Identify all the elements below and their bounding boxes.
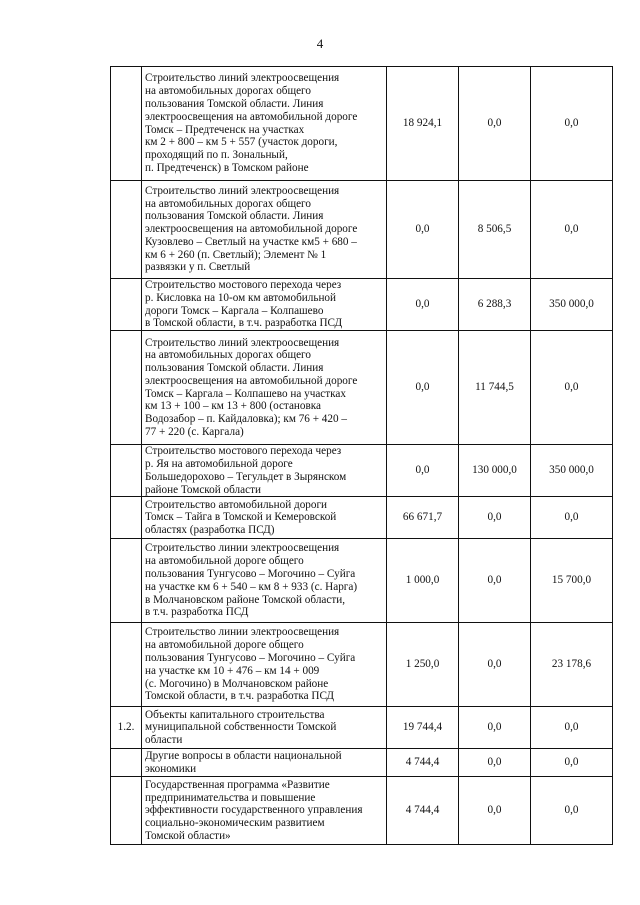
item-name-line: Другие вопросы в области национальной (145, 750, 342, 763)
item-name (142, 707, 387, 749)
item-name-line: электроосвещения на автомобильной дороге (145, 110, 358, 123)
amount-3: 15 700,0 (531, 539, 613, 623)
amount-3: 350 000,0 (531, 445, 613, 497)
amount-2: 0,0 (459, 67, 531, 181)
item-name-line: 77 + 220 (с. Каргала) (145, 426, 244, 439)
table-row (111, 623, 613, 707)
item-name-line: электроосвещения на автомобильной дороге (145, 374, 358, 387)
item-name-line: пользования Томской области. Линия (145, 97, 324, 110)
amount-1: 66 671,7 (387, 497, 459, 539)
table-row (111, 331, 613, 445)
item-name-line: Строительство линии электроосвещения (145, 542, 340, 555)
item-name-line: на автомобильной дороге общего (145, 555, 304, 568)
table-row (111, 445, 613, 497)
budget-table-body (111, 67, 613, 845)
amount-2: 0,0 (459, 777, 531, 845)
item-name-line: пользования Тунгусово – Могочино – Суйга (145, 568, 356, 581)
amount-1: 4 744,4 (387, 777, 459, 845)
item-name-line: дороги Томск – Каргала – Колпашево (145, 304, 324, 317)
table-row (111, 279, 613, 331)
item-name-line: р. Яя на автомобильной дороге (145, 457, 293, 470)
item-name (142, 331, 387, 445)
row-number (111, 445, 142, 497)
item-name-line: эффективности государственного управления (145, 804, 363, 817)
amount-3: 350 000,0 (531, 279, 613, 331)
item-name-line: области (145, 734, 183, 747)
amount-2: 0,0 (459, 623, 531, 707)
item-name (142, 539, 387, 623)
item-name-line: Строительство линий электроосвещения (145, 184, 340, 197)
item-name (142, 181, 387, 279)
item-name-line: Томской области» (145, 830, 231, 843)
row-number (111, 279, 142, 331)
amount-1: 0,0 (387, 181, 459, 279)
item-name-line: муниципальной собственности Томской (145, 721, 337, 734)
item-name-line: Государственная программа «Развитие (145, 778, 330, 791)
item-name-line: Объекты капитального строительства (145, 708, 325, 721)
item-name-line: р. Кисловка на 10-ом км автомобильной (145, 291, 337, 304)
item-name-line: Строительство линий электроосвещения (145, 336, 340, 349)
amount-2: 8 506,5 (459, 181, 531, 279)
item-name-line: социально-экономическим развитием (145, 817, 325, 830)
item-name-line: на автомобильной дороге общего (145, 639, 304, 652)
amount-2: 130 000,0 (459, 445, 531, 497)
table-row (111, 497, 613, 539)
page-number: 4 (316, 36, 324, 51)
amount-2: 0,0 (459, 497, 531, 539)
item-name-line: Строительство линии электроосвещения (145, 626, 340, 639)
item-name (142, 497, 387, 539)
item-name-line: Строительство линий электроосвещения (145, 72, 340, 85)
item-name-line: (с. Могочино) в Молчановском районе (145, 677, 329, 690)
item-name-line: в Молчановском районе Томской области, (145, 593, 346, 606)
amount-2: 0,0 (459, 707, 531, 749)
table-row (111, 707, 613, 749)
item-name-line: км 13 + 100 – км 13 + 800 (остановка (145, 400, 322, 413)
row-number (111, 181, 142, 279)
item-name-line: на автомобильных дорогах общего (145, 349, 311, 362)
item-name-line: экономики (145, 762, 197, 775)
item-name-line: Томской области, в т.ч. разработка ПСД (145, 690, 335, 703)
item-name (142, 67, 387, 181)
item-name-line: пользования Тунгусово – Могочино – Суйга (145, 652, 356, 665)
item-name-line: Томск – Предтеченск на участках (145, 123, 305, 136)
amount-2: 0,0 (459, 749, 531, 777)
item-name-line: в Томской области, в т.ч. разработка ПСД (145, 317, 343, 330)
amount-3: 0,0 (531, 707, 613, 749)
amount-3: 0,0 (531, 331, 613, 445)
item-name-line: Водозабор – п. Кайдаловка); км 76 + 420 – (145, 413, 347, 426)
amount-1: 1 000,0 (387, 539, 459, 623)
table-row (111, 777, 613, 845)
item-name-line: Строительство мостового перехода через (145, 279, 342, 291)
amount-3: 0,0 (531, 67, 613, 181)
amount-1: 0,0 (387, 445, 459, 497)
item-name-line: на автомобильных дорогах общего (145, 85, 311, 98)
amount-2: 11 744,5 (459, 331, 531, 445)
item-name (142, 279, 387, 331)
item-name-line: Кузовлево – Светлый на участке км5 + 680 – (145, 235, 357, 248)
amount-1: 19 744,4 (387, 707, 459, 749)
row-number (111, 497, 142, 539)
amount-1: 0,0 (387, 279, 459, 331)
table-row (111, 749, 613, 777)
amount-3: 0,0 (531, 777, 613, 845)
amount-3: 23 178,6 (531, 623, 613, 707)
item-name-line: км 2 + 800 – км 5 + 557 (участок дороги, (145, 136, 338, 149)
amount-3: 0,0 (531, 497, 613, 539)
item-name-line: на участке км 6 + 540 – км 8 + 933 (с. Нарга) (145, 580, 358, 593)
item-name (142, 445, 387, 497)
amount-1: 18 924,1 (387, 67, 459, 181)
amount-2: 0,0 (459, 539, 531, 623)
item-name-line: Строительство автомобильной дороги (145, 498, 328, 511)
table-row (111, 539, 613, 623)
item-name (142, 777, 387, 845)
item-name-line: пользования Томской области. Линия (145, 362, 324, 375)
item-name-line: электроосвещения на автомобильной дороге (145, 223, 358, 236)
item-name-line: развязки у п. Светлый (145, 261, 251, 274)
item-name-line: Томск – Каргала – Колпашево на участках (145, 387, 346, 400)
item-name-line: км 6 + 260 (п. Светлый); Элемент № 1 (145, 248, 327, 261)
row-number (111, 539, 142, 623)
amount-1: 1 250,0 (387, 623, 459, 707)
row-number (111, 623, 142, 707)
amount-3: 0,0 (531, 749, 613, 777)
amount-2: 6 288,3 (459, 279, 531, 331)
amount-1: 0,0 (387, 331, 459, 445)
row-number (111, 67, 142, 181)
item-name-line: на участке км 10 + 476 – км 14 + 009 (145, 664, 320, 677)
item-name-line: областях (разработка ПСД) (145, 524, 275, 537)
row-number (111, 777, 142, 845)
row-number (111, 749, 142, 777)
table-row (111, 67, 613, 181)
amount-3: 0,0 (531, 181, 613, 279)
item-name-line: проходящий по п. Зональный, (145, 149, 288, 162)
row-number (111, 331, 142, 445)
table-row (111, 181, 613, 279)
item-name-line: на автомобильных дорогах общего (145, 197, 311, 210)
item-name-line: Большедорохово – Тегульдет в Зырянском (145, 470, 347, 483)
budget-table (110, 66, 613, 845)
item-name-line: Томск – Тайга в Томской и Кемеровской (145, 511, 337, 524)
item-name-line: в т.ч. разработка ПСД (145, 606, 249, 619)
item-name-line: Строительство мостового перехода через (145, 445, 342, 458)
item-name-line: пользования Томской области. Линия (145, 210, 324, 223)
item-name (142, 749, 387, 777)
item-name-line: п. Предтеченск) в Томском районе (145, 161, 309, 174)
row-number: 1.2. (111, 707, 142, 749)
item-name (142, 623, 387, 707)
item-name-line: районе Томской области (145, 483, 261, 496)
amount-1: 4 744,4 (387, 749, 459, 777)
item-name-line: предпринимательства и повышение (145, 791, 316, 804)
